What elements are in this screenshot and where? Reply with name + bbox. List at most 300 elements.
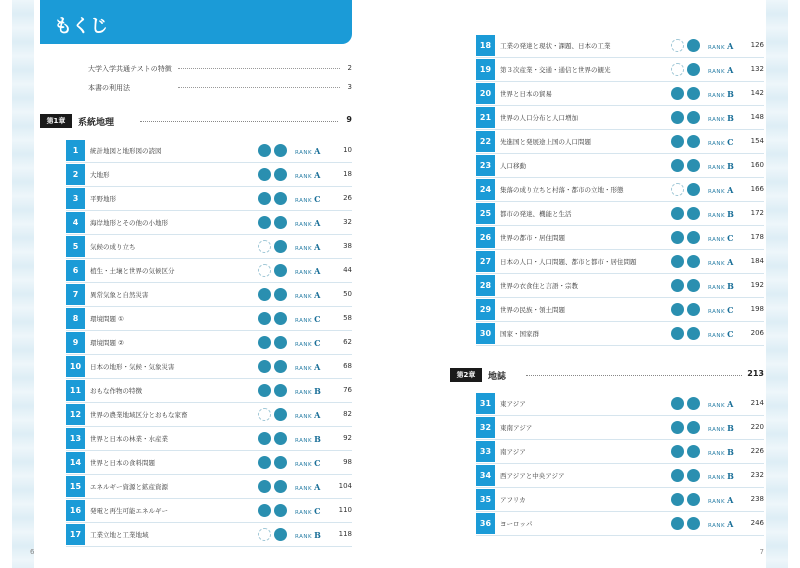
study-icons bbox=[258, 216, 292, 229]
study-icons bbox=[671, 421, 705, 434]
topic-label: エネルギー資源と鉱産資源 bbox=[90, 483, 168, 491]
chapter-number: 5 bbox=[66, 236, 85, 257]
topic-label: 国家・国家群 bbox=[500, 330, 539, 338]
toc-row[interactable] bbox=[66, 403, 352, 427]
chapter-number: 31 bbox=[476, 393, 495, 414]
book-icon bbox=[671, 517, 684, 530]
topic-label: ヨーロッパ bbox=[500, 520, 533, 528]
book-icon bbox=[671, 63, 684, 76]
intro-item[interactable] bbox=[88, 64, 352, 74]
topic-label: 世界と日本の林業・水産業 bbox=[90, 435, 168, 443]
rank-letter: A bbox=[314, 410, 321, 420]
topic-label: 海岸地形とその他の小地形 bbox=[90, 219, 168, 227]
book-icon bbox=[671, 111, 684, 124]
rank-letter: B bbox=[314, 434, 322, 444]
page-ref: 32 bbox=[343, 218, 352, 226]
dot-leader bbox=[178, 68, 340, 69]
rank-badge bbox=[708, 447, 734, 457]
rank-letter: B bbox=[727, 281, 735, 291]
toc-row[interactable] bbox=[476, 464, 764, 488]
rank-badge bbox=[295, 194, 321, 204]
rank-letter: A bbox=[727, 519, 734, 529]
page-ref: 178 bbox=[750, 233, 764, 241]
topic-label: 世界の衣食住と言語・宗教 bbox=[500, 282, 578, 290]
rank-letter: B bbox=[727, 423, 735, 433]
toc-row[interactable] bbox=[476, 416, 764, 440]
chapter-number: 30 bbox=[476, 323, 495, 344]
check-icon bbox=[687, 303, 700, 316]
toc-row[interactable] bbox=[476, 226, 764, 250]
rank-badge bbox=[708, 329, 734, 339]
toc-row[interactable] bbox=[66, 139, 352, 163]
rank-prefix: RANK bbox=[295, 510, 313, 516]
rank-prefix: RANK bbox=[708, 189, 726, 195]
rank-prefix: RANK bbox=[708, 69, 726, 75]
rank-letter: A bbox=[314, 218, 321, 228]
rank-letter: A bbox=[727, 65, 734, 75]
topic-label: 世界の民族・領土問題 bbox=[500, 306, 565, 314]
page-ref: 246 bbox=[750, 519, 764, 527]
study-icons bbox=[258, 192, 292, 205]
chapter-number: 19 bbox=[476, 59, 495, 80]
rank-letter: A bbox=[314, 266, 321, 276]
toc-row[interactable] bbox=[66, 187, 352, 211]
toc-row[interactable] bbox=[66, 475, 352, 499]
book-icon bbox=[671, 493, 684, 506]
rank-prefix: RANK bbox=[708, 523, 726, 529]
rank-prefix: RANK bbox=[708, 45, 726, 51]
page-ref: 192 bbox=[750, 281, 764, 289]
intro-page: 2 bbox=[347, 64, 352, 72]
chapter-number: 10 bbox=[66, 356, 85, 377]
rank-prefix: RANK bbox=[708, 403, 726, 409]
study-icons bbox=[258, 312, 292, 325]
rank-badge bbox=[295, 506, 321, 516]
check-icon bbox=[687, 63, 700, 76]
page-ref: 82 bbox=[343, 410, 352, 418]
topic-label: 世界と日本の食料問題 bbox=[90, 459, 155, 467]
rank-prefix: RANK bbox=[708, 499, 726, 505]
book-icon bbox=[671, 303, 684, 316]
toc-row[interactable] bbox=[476, 274, 764, 298]
topic-label: 統計地図と地形図の読図 bbox=[90, 147, 162, 155]
toc-row[interactable] bbox=[66, 427, 352, 451]
toc-row[interactable] bbox=[66, 163, 352, 187]
check-icon bbox=[687, 469, 700, 482]
page-ref: 118 bbox=[338, 530, 352, 538]
chapter-number: 35 bbox=[476, 489, 495, 510]
study-icons bbox=[671, 517, 705, 530]
page-ref: 166 bbox=[750, 185, 764, 193]
study-icons bbox=[258, 528, 292, 541]
page-ref: 148 bbox=[750, 113, 764, 121]
toc-row[interactable] bbox=[476, 34, 764, 58]
decorative-band bbox=[766, 0, 788, 568]
study-icons bbox=[671, 207, 705, 220]
toc-row[interactable] bbox=[476, 130, 764, 154]
book-icon bbox=[671, 255, 684, 268]
right-page bbox=[400, 0, 800, 568]
chapter-number: 1 bbox=[66, 140, 85, 161]
page-ref: 206 bbox=[750, 329, 764, 337]
intro-label: 大学入学共通テストの特徴 bbox=[88, 65, 172, 73]
rank-letter: A bbox=[314, 362, 321, 372]
book-icon bbox=[671, 135, 684, 148]
rank-prefix: RANK bbox=[295, 294, 313, 300]
chapter-number: 15 bbox=[66, 476, 85, 497]
chapter-number: 33 bbox=[476, 441, 495, 462]
book-icon bbox=[671, 159, 684, 172]
study-icons bbox=[258, 240, 292, 253]
page-ref: 68 bbox=[343, 362, 352, 370]
rank-prefix: RANK bbox=[708, 309, 726, 315]
book-icon bbox=[258, 168, 271, 181]
check-icon bbox=[274, 528, 287, 541]
rank-letter: B bbox=[727, 89, 735, 99]
chapter-number: 23 bbox=[476, 155, 495, 176]
toc-row[interactable] bbox=[476, 512, 764, 536]
toc-row[interactable] bbox=[476, 202, 764, 226]
rank-prefix: RANK bbox=[295, 486, 313, 492]
rank-letter: A bbox=[727, 399, 734, 409]
rank-prefix: RANK bbox=[295, 150, 313, 156]
toc-row[interactable] bbox=[66, 379, 352, 403]
study-icons bbox=[671, 159, 705, 172]
chapter-number: 14 bbox=[66, 452, 85, 473]
book-icon bbox=[671, 279, 684, 292]
rank-prefix: RANK bbox=[295, 318, 313, 324]
book-icon bbox=[258, 288, 271, 301]
chapter-number: 12 bbox=[66, 404, 85, 425]
check-icon bbox=[687, 517, 700, 530]
book-icon bbox=[258, 528, 271, 541]
page-ref: 184 bbox=[750, 257, 764, 265]
rank-badge bbox=[295, 410, 321, 420]
study-icons bbox=[258, 432, 292, 445]
check-icon bbox=[274, 408, 287, 421]
rank-prefix: RANK bbox=[295, 414, 313, 420]
rank-prefix: RANK bbox=[295, 246, 313, 252]
toc-row[interactable] bbox=[476, 154, 764, 178]
rank-letter: C bbox=[727, 305, 734, 315]
check-icon bbox=[274, 288, 287, 301]
check-icon bbox=[274, 168, 287, 181]
rank-prefix: RANK bbox=[708, 475, 726, 481]
topic-label: 大地形 bbox=[90, 171, 110, 179]
toc-row[interactable] bbox=[476, 106, 764, 130]
topic-label: 発電と再生可能エネルギー bbox=[90, 507, 168, 515]
chapter-number: 6 bbox=[66, 260, 85, 281]
check-icon bbox=[687, 327, 700, 340]
toc-row[interactable] bbox=[66, 259, 352, 283]
rank-prefix: RANK bbox=[295, 174, 313, 180]
dot-leader bbox=[178, 87, 340, 88]
check-icon bbox=[274, 504, 287, 517]
topic-label: 日本の地形・気候・気象災害 bbox=[90, 363, 175, 371]
chapter-number: 29 bbox=[476, 299, 495, 320]
chapter-number: 20 bbox=[476, 83, 495, 104]
study-icons bbox=[258, 408, 292, 421]
check-icon bbox=[687, 159, 700, 172]
page-title: もくじ bbox=[40, 0, 352, 44]
chapter-badge: 第1章 bbox=[40, 114, 72, 128]
toc-row[interactable] bbox=[476, 58, 764, 82]
check-icon bbox=[687, 255, 700, 268]
rank-letter: A bbox=[727, 41, 734, 51]
toc-list bbox=[66, 139, 352, 547]
topic-label: 気候の成り立ち bbox=[90, 243, 136, 251]
check-icon bbox=[687, 207, 700, 220]
study-icons bbox=[258, 456, 292, 469]
book-icon bbox=[671, 327, 684, 340]
topic-label: 世界の都市・居住問題 bbox=[500, 234, 565, 242]
rank-letter: A bbox=[727, 495, 734, 505]
book-icon bbox=[671, 421, 684, 434]
chapter-name: 系統地理 bbox=[78, 118, 115, 128]
check-icon bbox=[687, 493, 700, 506]
chapter-number: 11 bbox=[66, 380, 85, 401]
chapter-number: 13 bbox=[66, 428, 85, 449]
study-icons bbox=[258, 264, 292, 277]
study-icons bbox=[671, 279, 705, 292]
rank-prefix: RANK bbox=[708, 213, 726, 219]
toc-row[interactable] bbox=[476, 250, 764, 274]
topic-label: 西アジアと中央アジア bbox=[500, 472, 565, 480]
toc-row[interactable] bbox=[66, 499, 352, 523]
check-icon bbox=[274, 192, 287, 205]
rank-prefix: RANK bbox=[295, 534, 313, 540]
intro-label: 本書の利用法 bbox=[88, 84, 130, 92]
topic-label: 植生・土壌と世界の気候区分 bbox=[90, 267, 175, 275]
chapter-number: 8 bbox=[66, 308, 85, 329]
chapter-number: 34 bbox=[476, 465, 495, 486]
book-icon bbox=[258, 432, 271, 445]
rank-badge bbox=[708, 423, 734, 433]
rank-badge bbox=[708, 495, 734, 505]
study-icons bbox=[671, 111, 705, 124]
check-icon bbox=[687, 87, 700, 100]
rank-badge bbox=[295, 458, 321, 468]
check-icon bbox=[274, 216, 287, 229]
rank-prefix: RANK bbox=[295, 342, 313, 348]
check-icon bbox=[274, 384, 287, 397]
rank-badge bbox=[295, 386, 321, 396]
rank-letter: B bbox=[727, 113, 735, 123]
rank-badge bbox=[295, 434, 321, 444]
page-ref: 198 bbox=[750, 305, 764, 313]
rank-letter: B bbox=[314, 386, 322, 396]
page-ref: 226 bbox=[750, 447, 764, 455]
book-icon bbox=[671, 39, 684, 52]
book-icon bbox=[258, 264, 271, 277]
page-ref: 44 bbox=[343, 266, 352, 274]
chapter-number: 36 bbox=[476, 513, 495, 534]
rank-badge bbox=[295, 314, 321, 324]
book-icon bbox=[671, 183, 684, 196]
dot-leader bbox=[526, 375, 742, 376]
study-icons bbox=[258, 504, 292, 517]
check-icon bbox=[274, 360, 287, 373]
rank-prefix: RANK bbox=[295, 270, 313, 276]
study-icons bbox=[671, 39, 705, 52]
check-icon bbox=[274, 144, 287, 157]
topic-label: 第３次産業・交通・通信と世界の観光 bbox=[500, 66, 611, 74]
rank-letter: B bbox=[727, 447, 735, 457]
rank-prefix: RANK bbox=[295, 390, 313, 396]
chapter-number: 22 bbox=[476, 131, 495, 152]
rank-badge bbox=[708, 519, 734, 529]
chapter-page: 9 bbox=[346, 115, 352, 124]
check-icon bbox=[687, 111, 700, 124]
check-icon bbox=[274, 336, 287, 349]
toc-row[interactable] bbox=[476, 322, 764, 346]
page-ref: 110 bbox=[338, 506, 352, 514]
rank-badge bbox=[295, 530, 321, 540]
intro-page: 3 bbox=[347, 83, 352, 91]
study-icons bbox=[258, 480, 292, 493]
rank-letter: B bbox=[727, 161, 735, 171]
rank-letter: A bbox=[314, 242, 321, 252]
chapter-number: 21 bbox=[476, 107, 495, 128]
topic-label: 先進国と発展途上国の人口問題 bbox=[500, 138, 591, 146]
check-icon bbox=[687, 183, 700, 196]
chapter-number: 16 bbox=[66, 500, 85, 521]
topic-label: 工業の発達と現状・課題、日本の工業 bbox=[500, 42, 611, 50]
toc-row[interactable] bbox=[66, 523, 352, 547]
intro-item[interactable] bbox=[88, 83, 352, 93]
toc-row[interactable] bbox=[476, 440, 764, 464]
page-ref: 104 bbox=[338, 482, 352, 490]
rank-badge bbox=[708, 65, 734, 75]
toc-row[interactable] bbox=[476, 488, 764, 512]
topic-label: 南アジア bbox=[500, 448, 526, 456]
book-icon bbox=[258, 504, 271, 517]
toc-row[interactable] bbox=[66, 355, 352, 379]
topic-label: 集落の成り立ちと村落・都市の立地・形態 bbox=[500, 186, 624, 194]
check-icon bbox=[687, 279, 700, 292]
check-icon bbox=[687, 397, 700, 410]
toc-row[interactable] bbox=[66, 283, 352, 307]
book-icon bbox=[258, 480, 271, 493]
study-icons bbox=[258, 168, 292, 181]
toc-row[interactable] bbox=[476, 178, 764, 202]
rank-prefix: RANK bbox=[295, 198, 313, 204]
page-ref: 92 bbox=[343, 434, 352, 442]
study-icons bbox=[671, 231, 705, 244]
page-ref: 50 bbox=[343, 290, 352, 298]
check-icon bbox=[274, 264, 287, 277]
rank-letter: B bbox=[727, 471, 735, 481]
rank-letter: B bbox=[314, 530, 322, 540]
chapter-page: 213 bbox=[747, 369, 764, 378]
rank-prefix: RANK bbox=[708, 165, 726, 171]
page-ref: 142 bbox=[750, 89, 764, 97]
rank-badge bbox=[708, 233, 734, 243]
rank-prefix: RANK bbox=[295, 462, 313, 468]
rank-letter: C bbox=[314, 506, 321, 516]
toc-row[interactable] bbox=[66, 451, 352, 475]
toc-row[interactable] bbox=[66, 235, 352, 259]
rank-letter: C bbox=[314, 458, 321, 468]
check-icon bbox=[687, 231, 700, 244]
rank-letter: C bbox=[314, 314, 321, 324]
check-icon bbox=[687, 135, 700, 148]
page-ref: 238 bbox=[750, 495, 764, 503]
check-icon bbox=[687, 421, 700, 434]
book-icon bbox=[258, 192, 271, 205]
chapter-number: 7 bbox=[66, 284, 85, 305]
rank-badge bbox=[708, 257, 734, 267]
rank-letter: A bbox=[314, 170, 321, 180]
toc-row[interactable] bbox=[476, 298, 764, 322]
rank-badge bbox=[295, 338, 321, 348]
rank-letter: C bbox=[314, 338, 321, 348]
chapter-number: 26 bbox=[476, 227, 495, 248]
topic-label: 都市の発達、機能と生活 bbox=[500, 210, 572, 218]
rank-letter: C bbox=[727, 329, 734, 339]
page-ref: 98 bbox=[343, 458, 352, 466]
toc-row[interactable] bbox=[476, 82, 764, 106]
rank-letter: C bbox=[727, 137, 734, 147]
toc-row[interactable] bbox=[66, 331, 352, 355]
rank-letter: C bbox=[727, 233, 734, 243]
rank-letter: A bbox=[314, 482, 321, 492]
rank-prefix: RANK bbox=[708, 451, 726, 457]
topic-label: 平野地形 bbox=[90, 195, 116, 203]
book-icon bbox=[258, 312, 271, 325]
page-ref: 220 bbox=[750, 423, 764, 431]
chapter-number: 18 bbox=[476, 35, 495, 56]
study-icons bbox=[258, 144, 292, 157]
page-ref: 232 bbox=[750, 471, 764, 479]
rank-prefix: RANK bbox=[708, 285, 726, 291]
topic-label: 環境問題 ① bbox=[90, 315, 124, 323]
check-icon bbox=[274, 312, 287, 325]
chapter-number: 2 bbox=[66, 164, 85, 185]
study-icons bbox=[671, 303, 705, 316]
rank-badge bbox=[295, 242, 321, 252]
check-icon bbox=[687, 445, 700, 458]
chapter-heading[interactable] bbox=[40, 114, 352, 128]
check-icon bbox=[687, 39, 700, 52]
rank-badge bbox=[295, 266, 321, 276]
topic-label: 世界と日本の貿易 bbox=[500, 90, 552, 98]
check-icon bbox=[274, 432, 287, 445]
chapter-number: 3 bbox=[66, 188, 85, 209]
page-number: 7 bbox=[759, 548, 764, 556]
study-icons bbox=[671, 445, 705, 458]
toc-row[interactable] bbox=[476, 392, 764, 416]
study-icons bbox=[671, 183, 705, 196]
page-ref: 38 bbox=[343, 242, 352, 250]
check-icon bbox=[274, 456, 287, 469]
rank-badge bbox=[295, 146, 321, 156]
study-icons bbox=[671, 87, 705, 100]
rank-badge bbox=[708, 137, 734, 147]
chapter-heading[interactable] bbox=[450, 368, 764, 382]
rank-badge bbox=[295, 170, 321, 180]
book-icon bbox=[258, 408, 271, 421]
rank-letter: C bbox=[314, 194, 321, 204]
chapter-number: 27 bbox=[476, 251, 495, 272]
toc-row[interactable] bbox=[66, 307, 352, 331]
rank-letter: A bbox=[314, 146, 321, 156]
page-ref: 58 bbox=[343, 314, 352, 322]
toc-row[interactable] bbox=[66, 211, 352, 235]
book-icon bbox=[671, 87, 684, 100]
study-icons bbox=[258, 384, 292, 397]
topic-label: 異常気象と自然災害 bbox=[90, 291, 149, 299]
